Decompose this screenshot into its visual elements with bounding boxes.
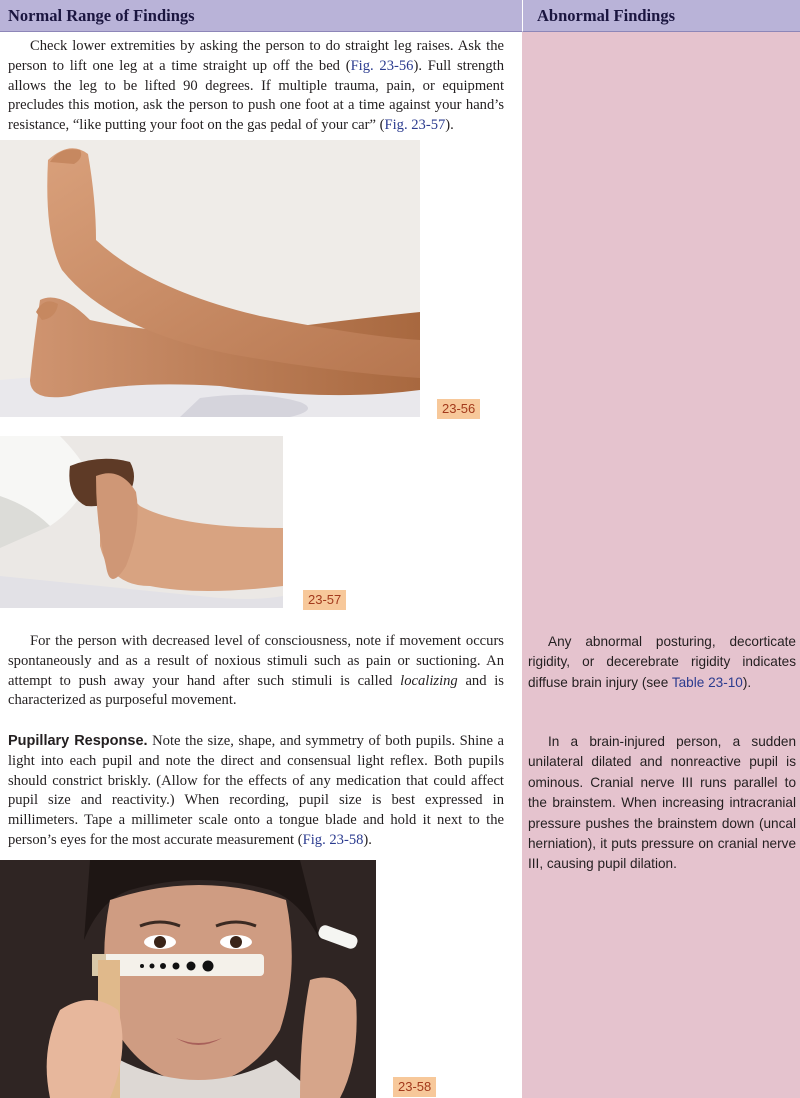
pupillary-response-heading: Pupillary Response.: [8, 733, 148, 749]
figure-23-56-photo: [0, 140, 420, 417]
paragraph-text: ).: [363, 831, 372, 848]
figure-label-23-56: 23-56: [437, 399, 480, 419]
figure-reference-23-58[interactable]: Fig. 23-58: [302, 831, 364, 848]
table-reference-23-10[interactable]: Table 23-10: [671, 674, 743, 690]
paragraph-text: ). Full strength allows the leg to be lifted 90 degrees. If multiple trauma, pain, or equipment precludes this motion, ask the person to push one foot at a time against your hand’s resistance, “like putting your foot on the gas pedal of your car” (: [8, 57, 504, 134]
straight-leg-raise-paragraph: [8, 37, 504, 136]
paragraph-text: ).: [742, 674, 752, 690]
abnormal-posturing-paragraph: [528, 632, 796, 693]
paragraph-text: Note the size, shape, and symmetry of both pupils. Shine a light into each pupil and note the direct and consensual light reflex. Both pupils should constrict briskly. (Allow for the effects of any medication that could affect pupil size and reactivity.) When recording, pupil size is best expressed in millimeters. Tape a millimeter scale onto a tongue blade and hold it next to the person’s eyes for the most accurate measurement (: [8, 733, 504, 848]
paragraph-text: ).: [445, 117, 454, 134]
paragraph-text: and is characterized as purposeful movement.: [8, 672, 504, 709]
normal-findings-title: Normal Range of Findings: [8, 6, 195, 25]
paragraph-text: For the person with decreased level of consciousness, note if movement occurs spontaneously and as a result of noxious stimuli such as pain or suctioning. An attempt to push away your hand after such stimuli is called: [8, 633, 504, 689]
normal-findings-header: [0, 0, 522, 32]
figure-label-23-58: 23-58: [393, 1077, 436, 1097]
abnormal-pupil-paragraph: [528, 732, 796, 875]
figure-reference-23-56[interactable]: Fig. 23-56: [350, 57, 414, 74]
abnormal-findings-column: [522, 32, 800, 1098]
abnormal-findings-title: Abnormal Findings: [537, 6, 675, 25]
paragraph-text: In a brain-injured person, a sudden unilateral dilated and nonreactive pupil is ominous. Cranial nerve III runs parallel to the brainstem. When increasing intracranial pressure pushes the brainstem down (uncal herniation), it puts pressure on cranial nerve III, causing pupil dilation.: [528, 734, 796, 872]
pupillary-response-paragraph: [8, 732, 504, 851]
figure-23-58-photo: [0, 860, 376, 1098]
figure-label-23-57: 23-57: [303, 590, 346, 610]
localizing-term: localizing: [400, 672, 458, 689]
paragraph-text: Check lower extremities by asking the person to do straight leg raises. Ask the person to lift one leg at a time straight up off the bed (: [8, 38, 504, 74]
abnormal-findings-header: [522, 0, 800, 32]
figure-23-57-photo: [0, 436, 283, 608]
paragraph-text: Any abnormal posturing, decorticate rigidity, or decerebrate rigidity indicates diffuse brain injury (see: [528, 634, 796, 690]
consciousness-paragraph: [8, 632, 504, 711]
figure-reference-23-57[interactable]: Fig. 23-57: [384, 117, 446, 134]
